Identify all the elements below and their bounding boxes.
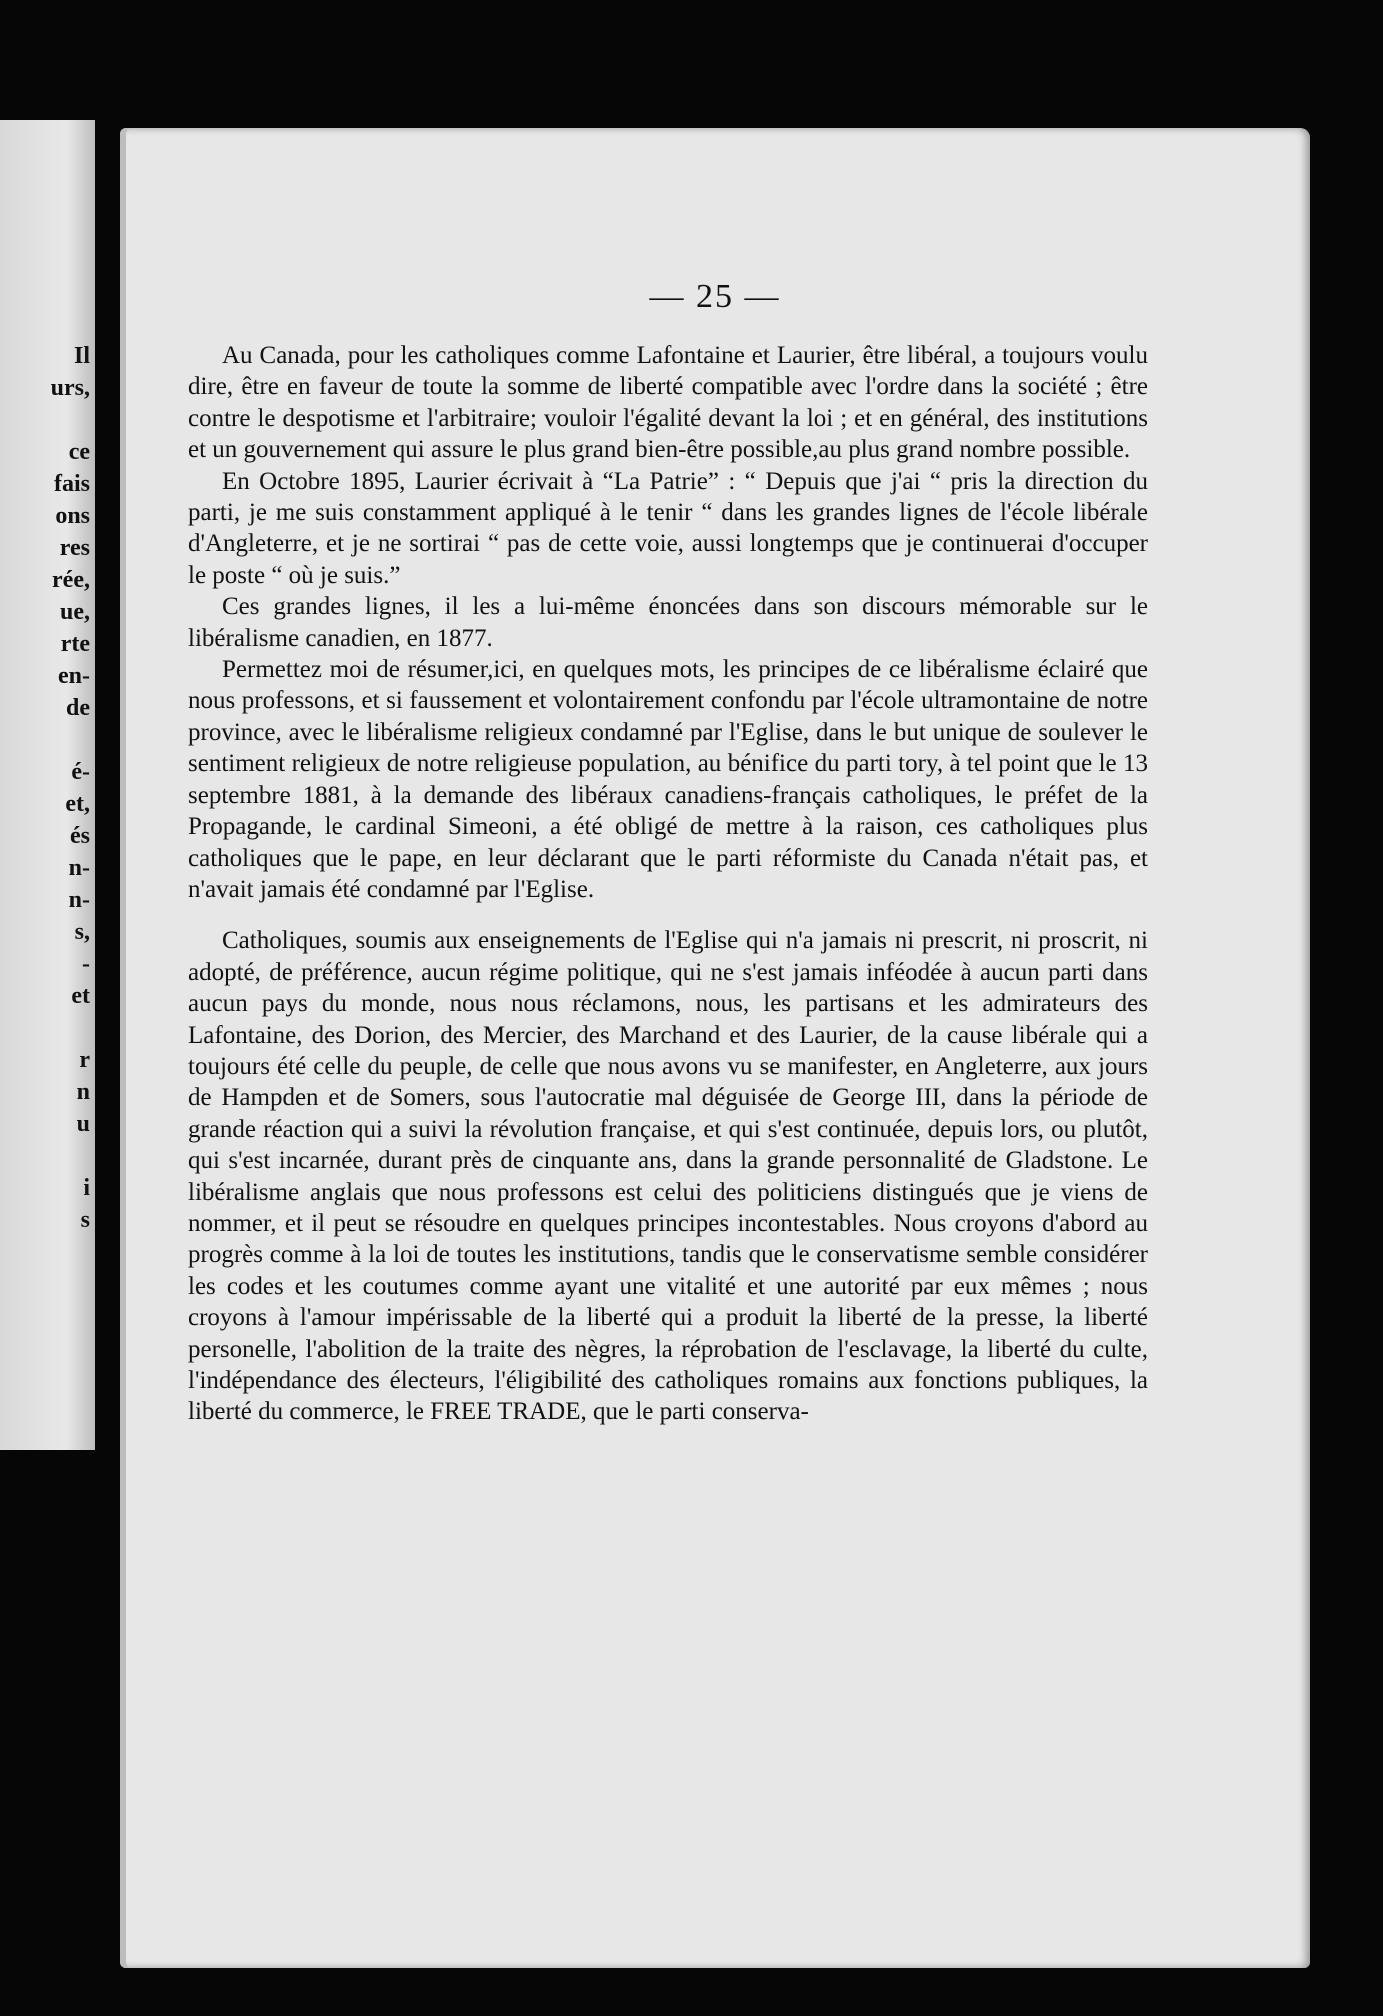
margin-fragment: rte — [60, 631, 90, 657]
margin-fragment: res — [59, 535, 90, 561]
paragraph-1: Au Canada, pour les catholiques comme Lafontaine et Laurier, être libéral, a toujours voulu dire, être en faveur de toute la somme de liberté compatible avec l'ordre dans la société ; être contre le despotisme et l'arbitraire; vouloir l'égalité devant la loi ; et en général, des institutions et un gouvernement qui assure le plus grand bien-être possible,au plus grand nombre possible. — [188, 342, 1148, 464]
margin-fragment: és — [70, 823, 90, 849]
margin-fragment — [0, 1140, 90, 1172]
margin-fragment: rée, — [52, 567, 90, 593]
margin-fragment — [0, 1300, 90, 1332]
margin-fragment: é- — [71, 759, 90, 785]
page-number: — 25 — — [649, 278, 781, 315]
margin-fragment: de — [66, 695, 90, 721]
margin-fragment — [0, 1236, 90, 1268]
body-text — [188, 340, 1148, 1428]
margin-fragment: en- — [58, 663, 90, 689]
margin-fragment: ue, — [60, 599, 90, 625]
document-page — [120, 128, 1310, 1968]
margin-fragment: et — [71, 983, 90, 1009]
margin-fragment: Il — [73, 343, 90, 369]
margin-fragment — [0, 724, 90, 756]
margin-fragment — [0, 1268, 90, 1300]
margin-fragment: - — [82, 951, 90, 977]
margin-fragment: urs, — [50, 375, 90, 401]
margin-fragment: et, — [65, 791, 90, 817]
margin-fragment: n- — [68, 855, 90, 881]
margin-fragment: s, — [74, 919, 90, 945]
paragraph-4: Permettez moi de résumer,ici, en quelques mots, les principes de ce libéralisme éclairé que nous professons, et si faussement et volontairement confondu par l'école ultramontaine de notre province, avec le libéralisme religieux condamné par l'Eglise, dans le but unique de soulever le sentiment religieux de notre religieuse population, au bénifice du parti tory, à tel point que le 13 septembre 1881, à la demande des libéraux canadiens-français catholiques, le préfet de la Propagande, le cardinal Simeoni, a été obligé de mettre à la raison, ces catholiques plus catholiques que le pape, en leur déclarant que le parti réformiste du Canada n'était pas, et n'avait jamais été condamné par l'Eglise. — [188, 656, 1148, 903]
adjacent-page-edge — [0, 120, 95, 1450]
adjacent-page-text-fragments — [0, 340, 90, 1332]
margin-fragment: r — [79, 1047, 90, 1073]
margin-fragment: ons — [55, 503, 90, 529]
margin-fragment — [0, 404, 90, 436]
margin-fragment: fais — [54, 471, 90, 497]
paragraph-3: Ces grandes lignes, il les a lui-même énoncées dans son discours mémorable sur le libéralisme canadien, en 1877. — [188, 593, 1148, 652]
margin-fragment: ce — [68, 439, 90, 465]
margin-fragment: n- — [68, 887, 90, 913]
margin-fragment: s — [80, 1207, 90, 1233]
margin-fragment: u — [76, 1111, 90, 1137]
margin-fragment: i — [83, 1175, 90, 1201]
margin-fragment — [0, 1012, 90, 1044]
margin-fragment: n — [76, 1079, 90, 1105]
paragraph-2: En Octobre 1895, Laurier écrivait à “La Patrie” : “ Depuis que j'ai “ pris la direction du parti, je me suis constamment appliqué à le tenir “ dans les grandes lignes de l'école libérale d'Angleterre, et je ne sortirai “ pas de cette voie, aussi longtemps que je continuerai d'occuper le poste “ où je suis.” — [188, 467, 1148, 589]
paragraph-5: Catholiques, soumis aux enseignements de l'Eglise qui n'a jamais ni prescrit, ni proscrit, ni adopté, de préférence, aucun régime politique, qui ne s'est jamais inféodée à aucun parti dans aucun pays du monde, nous nous réclamons, nous, les partisans et les admirateurs des Lafontaine, des Dorion, des Mercier, des Marchand et des Laurier, de la cause libérale qui a toujours été celle du peuple, de celle que nous avons vu se manifester, en Angleterre, aux jours de Hampden et de Somers, sous l'autocratie mal déguisée de George III, dans la période de grande réaction qui a suivi la révolution française, et qui s'est continuée, depuis lors, ou plutôt, qui s'est incarnée, durant près de cinquante ans, dans la grande personnalité de Gladstone. Le libéralisme anglais que nous professons est celui des politiciens distingués que je viens de nommer, et il peut se résoudre en quelques principes incontestables. Nous croyons d'abord au progrès comme à la loi de toutes les institutions, tandis que le conservatisme semble considérer les codes et les coutumes comme ayant une vitalité et une autorité par eux mêmes ; nous croyons à l'amour impérissable de la liberté qui a produit la liberté de la presse, la liberté personelle, l'abolition de la traite des nègres, la réprobation de l'esclavage, la liberté du culte, l'indépendance des électeurs, l'éligibilité des catholiques romains aux fonctions publiques, la liberté du commerce, le FREE TRADE, que le parti conserva- — [188, 927, 1148, 1426]
